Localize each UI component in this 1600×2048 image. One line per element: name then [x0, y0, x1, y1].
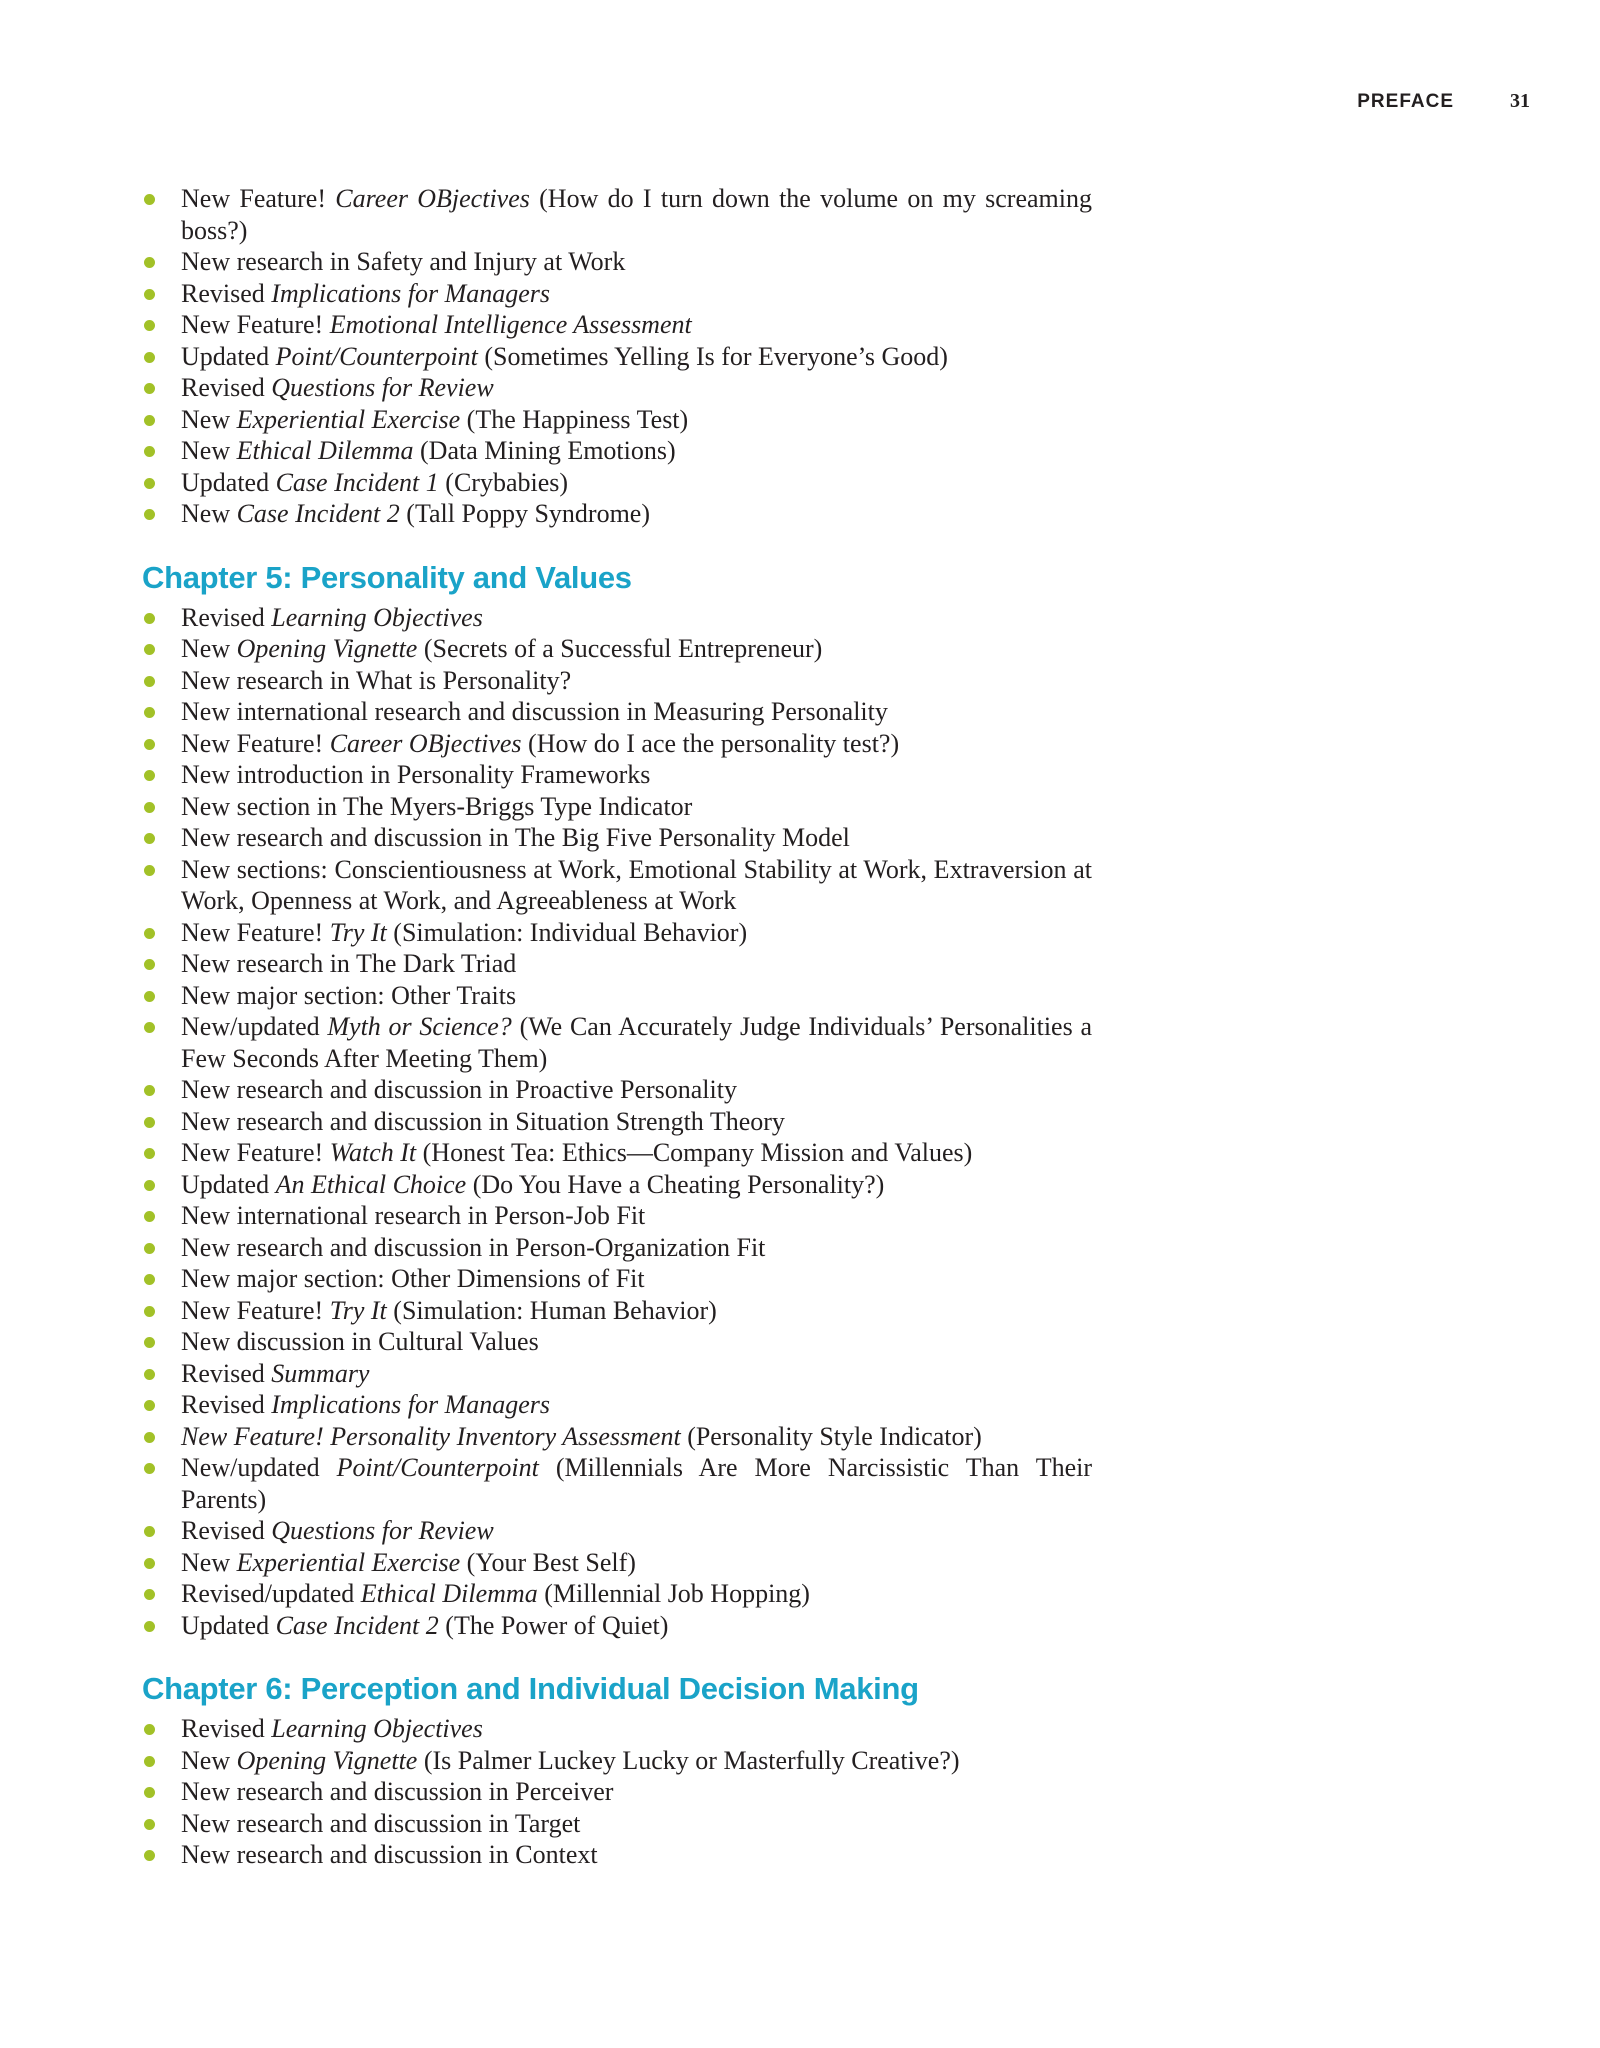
item-text-italic: Experiential Exercise — [236, 404, 461, 434]
bullet-dot-icon — [144, 1117, 155, 1128]
bullet-dot-icon — [144, 509, 155, 520]
item-text: New — [181, 1547, 237, 1577]
bullet-dot-icon — [144, 478, 155, 489]
item-text: New — [181, 634, 237, 663]
section — [142, 183, 1092, 530]
bullet-dot-icon — [144, 991, 155, 1002]
item-text: (Personality Style Indicator) — [680, 1421, 982, 1451]
item-text: (Simulation: Human Behavior) — [386, 1295, 717, 1325]
item-text: Revised — [181, 278, 272, 308]
list-item — [142, 1610, 1092, 1642]
bullet-dot-icon — [144, 1756, 155, 1767]
item-text: New — [181, 499, 237, 528]
item-text: (How do I turn down the volume on my screaming boss?) — [181, 184, 1092, 245]
item-text: Updated — [181, 341, 276, 371]
item-text: New research and discussion in The Big Five Personality Model — [181, 823, 850, 852]
item-text-italic: Ethical Dilemma — [360, 1579, 538, 1608]
item-text: New — [181, 436, 237, 465]
item-text: (Sometimes Yelling Is for Everyone’s Good) — [477, 341, 948, 371]
item-text-italic: Implications for Managers — [271, 278, 551, 308]
item-text-italic: Myth or Science? — [327, 1012, 512, 1041]
item-text: Revised — [181, 1714, 272, 1743]
bullet-dot-icon — [144, 644, 155, 655]
list-item — [142, 246, 1092, 278]
list-item — [142, 602, 1092, 634]
item-text: New Feature! — [181, 1138, 330, 1167]
list-item — [142, 404, 1092, 436]
section — [142, 558, 1092, 1642]
item-text-italic: Try It — [329, 1295, 387, 1325]
list-item — [142, 696, 1092, 728]
item-text: Revised — [181, 1358, 272, 1388]
item-text: (We Can Accurately Judge Individuals’ Personalities a Few Seconds After Meeting Them) — [181, 1012, 1092, 1073]
list-item — [142, 183, 1092, 246]
item-text: (Your Best Self) — [460, 1547, 636, 1577]
bullet-dot-icon — [144, 707, 155, 718]
bullet-dot-icon — [144, 1337, 155, 1348]
item-text-italic: Learning Objectives — [271, 1714, 483, 1743]
item-text: New research and discussion in Proactive Personality — [181, 1075, 737, 1104]
item-text: New Feature! — [181, 917, 330, 947]
bullet-dot-icon — [144, 1085, 155, 1096]
running-head-label: PREFACE — [1357, 91, 1454, 112]
item-text: New/updated — [181, 1012, 328, 1041]
list-item — [142, 372, 1092, 404]
item-text: New research in What is Personality? — [181, 665, 572, 695]
item-text: New/updated — [181, 1453, 337, 1482]
item-text-italic: An Ethical Choice — [275, 1169, 467, 1199]
bullet-dot-icon — [144, 289, 155, 300]
item-text-italic: Opening Vignette — [236, 1745, 418, 1775]
list-item — [142, 665, 1092, 697]
list-item — [142, 980, 1092, 1012]
item-text-italic: Implications for Managers — [271, 1390, 551, 1419]
item-text-italic: Career OBjectives — [335, 184, 530, 213]
item-text: (Tall Poppy Syndrome) — [399, 499, 650, 528]
bullet-list — [142, 183, 1092, 530]
bullet-dot-icon — [144, 928, 155, 939]
list-item — [142, 854, 1092, 917]
bullet-dot-icon — [144, 1180, 155, 1191]
bullet-dot-icon — [144, 959, 155, 970]
list-item — [142, 1263, 1092, 1295]
list-item — [142, 1011, 1092, 1074]
list-item — [142, 633, 1092, 665]
bullet-dot-icon — [144, 352, 155, 363]
bullet-dot-icon — [144, 833, 155, 844]
item-text: New international research and discussion in Measuring Personality — [181, 697, 888, 726]
item-text-italic: Summary — [271, 1358, 370, 1388]
list-item — [142, 1713, 1092, 1745]
list-item — [142, 1200, 1092, 1232]
item-text: New research and discussion in Context — [181, 1840, 598, 1869]
bullet-dot-icon — [144, 802, 155, 813]
bullet-list — [142, 602, 1092, 1642]
item-text: New research in Safety and Injury at Work — [181, 247, 626, 276]
item-text-italic: Watch It — [329, 1138, 417, 1167]
bullet-dot-icon — [144, 1274, 155, 1285]
list-item — [142, 1547, 1092, 1579]
item-text: New sections: Conscientiousness at Work, Emotional Stability at Work, Extraversion at Work, Openness at Work, and Agreeableness at Work — [181, 854, 1092, 915]
bullet-dot-icon — [144, 1211, 155, 1222]
item-text-italic: Experiential Exercise — [236, 1547, 461, 1577]
list-item — [142, 1358, 1092, 1390]
item-text: (Is Palmer Luckey Lucky or Masterfully Creative?) — [417, 1745, 960, 1775]
bullet-dot-icon — [144, 1819, 155, 1830]
item-text: New Feature! — [181, 1295, 330, 1325]
list-item — [142, 1232, 1092, 1264]
running-head — [1357, 90, 1530, 113]
bullet-dot-icon — [144, 194, 155, 205]
page-number: 31 — [1510, 90, 1530, 112]
bullet-dot-icon — [144, 613, 155, 624]
list-item — [142, 278, 1092, 310]
item-text-italic: Case Incident 1 — [275, 467, 439, 497]
item-text: New research and discussion in Person-Organization Fit — [181, 1232, 766, 1262]
item-text-italic: Try It — [329, 917, 387, 947]
bullet-dot-icon — [144, 320, 155, 331]
item-text: (Crybabies) — [438, 467, 569, 497]
item-text-italic: Opening Vignette — [236, 634, 418, 663]
item-text: New Feature! — [181, 184, 336, 213]
bullet-dot-icon — [144, 1148, 155, 1159]
list-item — [142, 498, 1092, 530]
list-item — [142, 1515, 1092, 1547]
item-text: New Feature! — [181, 728, 330, 758]
item-text: (Data Mining Emotions) — [413, 436, 676, 465]
item-text: (Do You Have a Cheating Personality?) — [466, 1169, 885, 1199]
item-text: New section in The Myers-Briggs Type Indicator — [181, 791, 693, 821]
item-text: New research and discussion in Situation Strength Theory — [181, 1106, 785, 1136]
section — [142, 1669, 1092, 1871]
item-text: (The Happiness Test) — [460, 404, 689, 434]
item-text-italic: Emotional Intelligence Assessment — [329, 310, 692, 339]
list-item — [142, 728, 1092, 760]
list-item — [142, 1169, 1092, 1201]
item-text-italic: New Feature! Personality Inventory Assessment — [181, 1421, 681, 1451]
list-item — [142, 1389, 1092, 1421]
bullet-dot-icon — [144, 1432, 155, 1443]
bullet-dot-icon — [144, 1463, 155, 1474]
item-text: Updated — [181, 1169, 276, 1199]
bullet-dot-icon — [144, 865, 155, 876]
item-text-italic: Case Incident 2 — [236, 499, 400, 528]
list-item — [142, 1106, 1092, 1138]
item-text: New introduction in Personality Frameworks — [181, 760, 651, 789]
list-item — [142, 1137, 1092, 1169]
page-content — [142, 183, 1092, 1871]
list-item — [142, 309, 1092, 341]
item-text: New — [181, 1745, 237, 1775]
list-item — [142, 1839, 1092, 1871]
item-text-italic: Questions for Review — [271, 1516, 494, 1545]
list-item — [142, 435, 1092, 467]
list-item — [142, 1745, 1092, 1777]
list-item — [142, 759, 1092, 791]
chapter-heading: Chapter 6: Perception and Individual Decision Making — [142, 1671, 919, 1706]
item-text: Updated — [181, 1610, 276, 1640]
list-item — [142, 822, 1092, 854]
bullet-dot-icon — [144, 1850, 155, 1861]
list-item — [142, 1326, 1092, 1358]
bullet-dot-icon — [144, 1558, 155, 1569]
item-text-italic: Learning Objectives — [271, 602, 483, 632]
item-text-italic: Point/Counterpoint — [275, 341, 478, 371]
bullet-dot-icon — [144, 446, 155, 457]
bullet-dot-icon — [144, 383, 155, 394]
list-item — [142, 791, 1092, 823]
list-item — [142, 1776, 1092, 1808]
item-text: New research and discussion in Perceiver — [181, 1777, 614, 1806]
item-text: (The Power of Quiet) — [438, 1610, 669, 1640]
bullet-dot-icon — [144, 770, 155, 781]
bullet-dot-icon — [144, 1022, 155, 1033]
list-item — [142, 1452, 1092, 1515]
item-text-italic: Career OBjectives — [329, 728, 522, 758]
item-text: Revised/updated — [181, 1579, 361, 1608]
bullet-dot-icon — [144, 1306, 155, 1317]
item-text: New major section: Other Traits — [181, 980, 517, 1010]
bullet-dot-icon — [144, 1243, 155, 1254]
item-text: (Secrets of a Successful Entrepreneur) — [417, 634, 823, 663]
item-text: New research in The Dark Triad — [181, 949, 517, 978]
bullet-dot-icon — [144, 1400, 155, 1411]
item-text: New major section: Other Dimensions of Fit — [181, 1264, 645, 1293]
item-text-italic: Ethical Dilemma — [236, 436, 414, 465]
item-text: (How do I ace the personality test?) — [521, 728, 900, 758]
bullet-dot-icon — [144, 1526, 155, 1537]
bullet-dot-icon — [144, 676, 155, 687]
list-item — [142, 1421, 1092, 1453]
item-text: New — [181, 404, 237, 434]
chapter-heading: Chapter 5: Personality and Values — [142, 559, 632, 595]
item-text-italic: Point/Counterpoint — [336, 1453, 539, 1482]
bullet-list — [142, 1713, 1092, 1871]
item-text-italic: Questions for Review — [271, 373, 494, 402]
list-item — [142, 1074, 1092, 1106]
item-text-italic: Case Incident 2 — [275, 1610, 439, 1640]
item-text: New Feature! — [181, 310, 330, 339]
list-item — [142, 948, 1092, 980]
item-text: Revised — [181, 373, 272, 402]
list-item — [142, 1578, 1092, 1610]
bullet-dot-icon — [144, 1621, 155, 1632]
list-item — [142, 1808, 1092, 1840]
item-text: (Simulation: Individual Behavior) — [386, 917, 748, 947]
list-item — [142, 1295, 1092, 1327]
item-text: Updated — [181, 467, 276, 497]
list-item — [142, 917, 1092, 949]
item-text: Revised — [181, 1390, 272, 1419]
item-text: Revised — [181, 1516, 272, 1545]
bullet-dot-icon — [144, 739, 155, 750]
list-item — [142, 341, 1092, 373]
list-item — [142, 467, 1092, 499]
bullet-dot-icon — [144, 1369, 155, 1380]
item-text: (Millennial Job Hopping) — [537, 1579, 810, 1608]
bullet-dot-icon — [144, 1787, 155, 1798]
item-text: (Millennials Are More Narcissistic Than Their Parents) — [181, 1453, 1092, 1514]
bullet-dot-icon — [144, 415, 155, 426]
bullet-dot-icon — [144, 1724, 155, 1735]
bullet-dot-icon — [144, 1589, 155, 1600]
item-text: New research and discussion in Target — [181, 1808, 581, 1838]
item-text: Revised — [181, 602, 272, 632]
bullet-dot-icon — [144, 257, 155, 268]
item-text: New international research in Person-Job Fit — [181, 1201, 646, 1230]
item-text: (Honest Tea: Ethics—Company Mission and Values) — [416, 1138, 973, 1167]
item-text: New discussion in Cultural Values — [181, 1327, 539, 1356]
